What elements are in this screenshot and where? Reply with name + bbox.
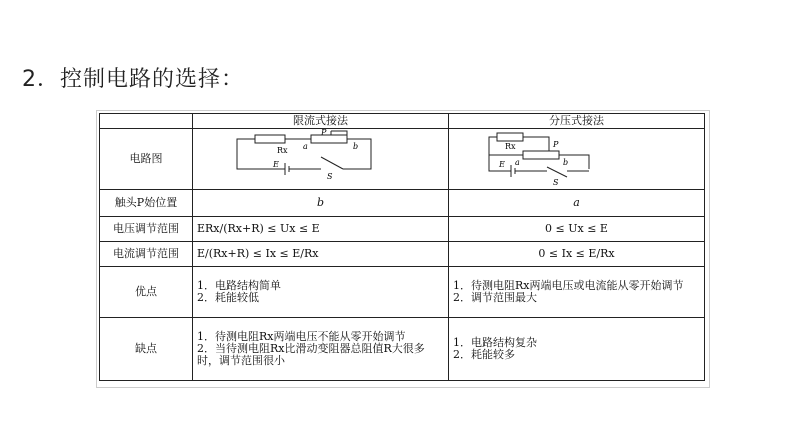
row-label-start: 触头P始位置 (100, 190, 193, 217)
divider-disadvantage-2: 2．耗能较多 (453, 348, 515, 361)
label-b: b (353, 142, 359, 151)
label-s: S (327, 172, 333, 181)
limit-advantage-2: 2．耗能较低 (197, 291, 259, 304)
limit-disadvantage-2: 2．当待测电阻Rx比滑动变阻器总阻值R大很多时，调节范围很小 (197, 342, 425, 367)
comparison-table (99, 113, 705, 381)
divider-start-value: a (573, 196, 580, 209)
row-label-current: 电流调节范围 (100, 242, 193, 267)
row-label-voltage: 电压调节范围 (100, 217, 193, 242)
limit-current-range: E/(Rx+R) ≤ Ix ≤ E/Rx (193, 242, 449, 267)
label-rx: Rx (277, 146, 288, 155)
limit-circuit-cell (193, 129, 449, 190)
limit-disadvantage-1: 1．待测电阻Rx两端电压不能从零开始调节 (197, 330, 406, 343)
label-s: S (553, 178, 559, 187)
label-e: E (273, 160, 279, 169)
header-limit: 限流式接法 (193, 114, 449, 129)
divider-disadvantage-1: 1．电路结构复杂 (453, 336, 537, 349)
divider-start-cell (449, 190, 705, 217)
limit-start-value: b (316, 196, 325, 209)
label-rx: Rx (505, 142, 516, 151)
divider-voltage-range: 0 ≤ Ux ≤ E (449, 217, 705, 242)
divider-advantage-1: 1．待测电阻Rx两端电压或电流能从零开始调节 (453, 279, 684, 292)
divider-advantage-2: 2．调节范围最大 (453, 291, 537, 304)
limit-start-cell (193, 190, 449, 217)
row-label-circuit: 电路图 (100, 129, 193, 190)
divider-current-range: 0 ≤ Ix ≤ E/Rx (449, 242, 705, 267)
comparison-table-image (96, 110, 710, 388)
label-a: a (515, 158, 520, 167)
label-p: P (321, 129, 327, 137)
limit-disadvantages (193, 318, 449, 381)
divider-circuit-cell (449, 129, 705, 190)
label-e: E (499, 160, 505, 169)
limit-circuit-diagram (193, 129, 448, 189)
label-a: a (303, 142, 308, 151)
divider-advantages (449, 267, 705, 318)
divider-circuit-diagram (449, 129, 704, 189)
limit-voltage-range: ERx/(Rx+R) ≤ Ux ≤ E (193, 217, 449, 242)
limit-advantage-1: 1．电路结构简单 (197, 279, 281, 292)
corner-cell (100, 114, 193, 129)
label-p: P (553, 140, 559, 149)
header-divider: 分压式接法 (449, 114, 705, 129)
page-heading: 2．控制电路的选择： (22, 67, 244, 92)
limit-advantages (193, 267, 449, 318)
divider-disadvantages (449, 318, 705, 381)
row-label-advantages: 优点 (100, 267, 193, 318)
row-label-disadvantages: 缺点 (100, 318, 193, 381)
label-b: b (563, 158, 569, 167)
